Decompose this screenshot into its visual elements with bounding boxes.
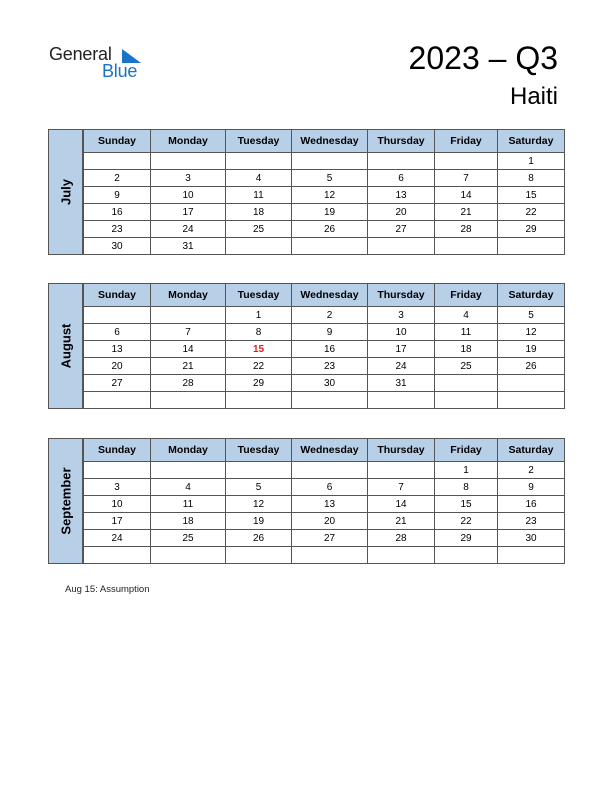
day-cell: 7 [435, 170, 498, 187]
month-name: August [58, 323, 73, 369]
day-cell: 23 [84, 221, 151, 238]
day-cell: 14 [435, 187, 498, 204]
day-cell: 12 [498, 324, 565, 341]
week-row [84, 375, 565, 392]
day-cell: 31 [368, 375, 435, 392]
weekday-header: Thursday [368, 439, 435, 462]
week-row [84, 324, 565, 341]
day-cell: 22 [226, 358, 292, 375]
weekday-header: Sunday [84, 130, 151, 153]
week-row [84, 204, 565, 221]
day-cell [151, 462, 226, 479]
month-label [48, 283, 83, 409]
weekday-header: Saturday [498, 439, 565, 462]
week-row [84, 341, 565, 358]
day-cell: 18 [226, 204, 292, 221]
day-cell: 10 [151, 187, 226, 204]
day-cell [292, 547, 368, 564]
day-cell: 22 [498, 204, 565, 221]
day-cell: 23 [498, 513, 565, 530]
day-cell [151, 547, 226, 564]
day-cell [368, 153, 435, 170]
day-cell: 1 [435, 462, 498, 479]
day-cell: 25 [435, 358, 498, 375]
weekday-header: Friday [435, 284, 498, 307]
day-cell: 5 [226, 479, 292, 496]
day-cell [435, 375, 498, 392]
day-cell: 2 [498, 462, 565, 479]
weekday-header: Tuesday [226, 130, 292, 153]
week-row [84, 462, 565, 479]
weekday-header: Wednesday [292, 439, 368, 462]
day-cell [84, 153, 151, 170]
day-cell: 15 [435, 496, 498, 513]
day-cell: 21 [151, 358, 226, 375]
week-row [84, 530, 565, 547]
day-cell: 29 [435, 530, 498, 547]
day-cell [368, 547, 435, 564]
weekday-header: Thursday [368, 284, 435, 307]
week-row [84, 513, 565, 530]
day-cell: 17 [368, 341, 435, 358]
week-row [84, 358, 565, 375]
day-cell: 24 [151, 221, 226, 238]
week-row [84, 392, 565, 409]
day-cell: 21 [435, 204, 498, 221]
day-cell [151, 392, 226, 409]
day-cell: 27 [368, 221, 435, 238]
day-cell: 4 [226, 170, 292, 187]
day-cell [151, 307, 226, 324]
day-cell [435, 153, 498, 170]
day-cell: 17 [151, 204, 226, 221]
day-cell: 26 [498, 358, 565, 375]
day-cell: 9 [292, 324, 368, 341]
day-cell: 11 [435, 324, 498, 341]
day-cell: 16 [498, 496, 565, 513]
weekday-header-row [84, 284, 565, 307]
day-cell [292, 153, 368, 170]
day-cell: 7 [368, 479, 435, 496]
weekday-header: Thursday [368, 130, 435, 153]
day-cell [226, 153, 292, 170]
day-cell: 8 [435, 479, 498, 496]
weekday-header: Monday [151, 284, 226, 307]
day-cell: 27 [84, 375, 151, 392]
day-cell: 22 [435, 513, 498, 530]
day-cell: 14 [368, 496, 435, 513]
day-cell [292, 462, 368, 479]
day-cell: 10 [84, 496, 151, 513]
day-cell [292, 238, 368, 255]
generalblue-logo [49, 44, 149, 84]
day-cell: 9 [84, 187, 151, 204]
day-cell: 5 [498, 307, 565, 324]
day-cell: 8 [498, 170, 565, 187]
day-cell: 30 [84, 238, 151, 255]
day-cell: 9 [498, 479, 565, 496]
day-cell: 4 [151, 479, 226, 496]
weekday-header-row [84, 439, 565, 462]
calendar-grid [83, 438, 565, 564]
month-name: September [58, 467, 73, 535]
week-row [84, 187, 565, 204]
week-row [84, 221, 565, 238]
day-cell: 19 [226, 513, 292, 530]
day-cell: 25 [226, 221, 292, 238]
day-cell: 19 [292, 204, 368, 221]
day-cell: 17 [84, 513, 151, 530]
day-cell: 30 [498, 530, 565, 547]
day-cell [498, 375, 565, 392]
weekday-header: Friday [435, 130, 498, 153]
day-cell: 10 [368, 324, 435, 341]
day-cell: 16 [292, 341, 368, 358]
day-cell: 6 [368, 170, 435, 187]
day-cell: 21 [368, 513, 435, 530]
day-cell [84, 307, 151, 324]
day-cell: 1 [226, 307, 292, 324]
day-cell: 8 [226, 324, 292, 341]
weekday-header: Tuesday [226, 439, 292, 462]
day-cell [151, 153, 226, 170]
day-cell: 30 [292, 375, 368, 392]
weekday-header: Tuesday [226, 284, 292, 307]
page-title: 2023 – Q3 [408, 40, 558, 76]
week-row [84, 547, 565, 564]
month-label [48, 438, 83, 564]
day-cell: 23 [292, 358, 368, 375]
day-cell: 24 [368, 358, 435, 375]
week-row [84, 496, 565, 513]
day-cell [292, 392, 368, 409]
day-cell: 11 [226, 187, 292, 204]
day-cell [435, 547, 498, 564]
day-cell: 12 [226, 496, 292, 513]
day-cell: 29 [226, 375, 292, 392]
day-cell: 26 [292, 221, 368, 238]
weekday-header: Wednesday [292, 284, 368, 307]
day-cell: 18 [435, 341, 498, 358]
month-name: July [58, 178, 73, 206]
weekday-header: Saturday [498, 284, 565, 307]
day-cell: 16 [84, 204, 151, 221]
day-cell: 6 [292, 479, 368, 496]
weekday-header: Monday [151, 130, 226, 153]
day-cell: 25 [151, 530, 226, 547]
weekday-header: Wednesday [292, 130, 368, 153]
weekday-header: Friday [435, 439, 498, 462]
calendar-grid [83, 283, 565, 409]
week-row [84, 307, 565, 324]
day-cell: 13 [368, 187, 435, 204]
weekday-header: Saturday [498, 130, 565, 153]
calendar-grid [83, 129, 565, 255]
week-row [84, 479, 565, 496]
day-cell: 20 [84, 358, 151, 375]
day-cell [498, 392, 565, 409]
day-cell: 3 [368, 307, 435, 324]
day-cell: 20 [368, 204, 435, 221]
day-cell: 29 [498, 221, 565, 238]
day-cell [226, 238, 292, 255]
day-cell: 13 [292, 496, 368, 513]
holiday-note: Aug 15: Assumption [65, 584, 150, 595]
day-cell: 5 [292, 170, 368, 187]
country-name: Haiti [509, 83, 558, 110]
day-cell: 24 [84, 530, 151, 547]
day-cell [226, 392, 292, 409]
day-cell: 2 [84, 170, 151, 187]
day-cell [368, 462, 435, 479]
day-cell [435, 392, 498, 409]
day-cell [84, 462, 151, 479]
day-cell: 7 [151, 324, 226, 341]
day-cell: 3 [84, 479, 151, 496]
day-cell [498, 547, 565, 564]
day-cell: 28 [151, 375, 226, 392]
day-cell: 6 [84, 324, 151, 341]
day-cell: 31 [151, 238, 226, 255]
day-cell: 3 [151, 170, 226, 187]
day-cell [84, 392, 151, 409]
day-cell: 4 [435, 307, 498, 324]
day-cell: 18 [151, 513, 226, 530]
weekday-header: Sunday [84, 439, 151, 462]
weekday-header: Sunday [84, 284, 151, 307]
logo-word-general: General [49, 44, 112, 64]
logo-word-blue: Blue [102, 61, 138, 81]
day-cell: 28 [368, 530, 435, 547]
weekday-header: Monday [151, 439, 226, 462]
day-cell: 1 [498, 153, 565, 170]
day-cell: 2 [292, 307, 368, 324]
weekday-header-row [84, 130, 565, 153]
day-cell [368, 238, 435, 255]
day-cell: 15 [498, 187, 565, 204]
day-cell [226, 462, 292, 479]
week-row [84, 153, 565, 170]
day-cell [84, 547, 151, 564]
day-cell: 14 [151, 341, 226, 358]
day-cell: 26 [226, 530, 292, 547]
day-cell: 11 [151, 496, 226, 513]
day-cell: 13 [84, 341, 151, 358]
day-cell: 19 [498, 341, 565, 358]
day-cell [368, 392, 435, 409]
day-cell: 28 [435, 221, 498, 238]
day-cell: 27 [292, 530, 368, 547]
day-cell [435, 238, 498, 255]
week-row [84, 170, 565, 187]
month-label [48, 129, 83, 255]
holiday-day-cell: 15 [226, 341, 292, 358]
day-cell: 20 [292, 513, 368, 530]
day-cell [498, 238, 565, 255]
day-cell: 12 [292, 187, 368, 204]
day-cell [226, 547, 292, 564]
week-row [84, 238, 565, 255]
